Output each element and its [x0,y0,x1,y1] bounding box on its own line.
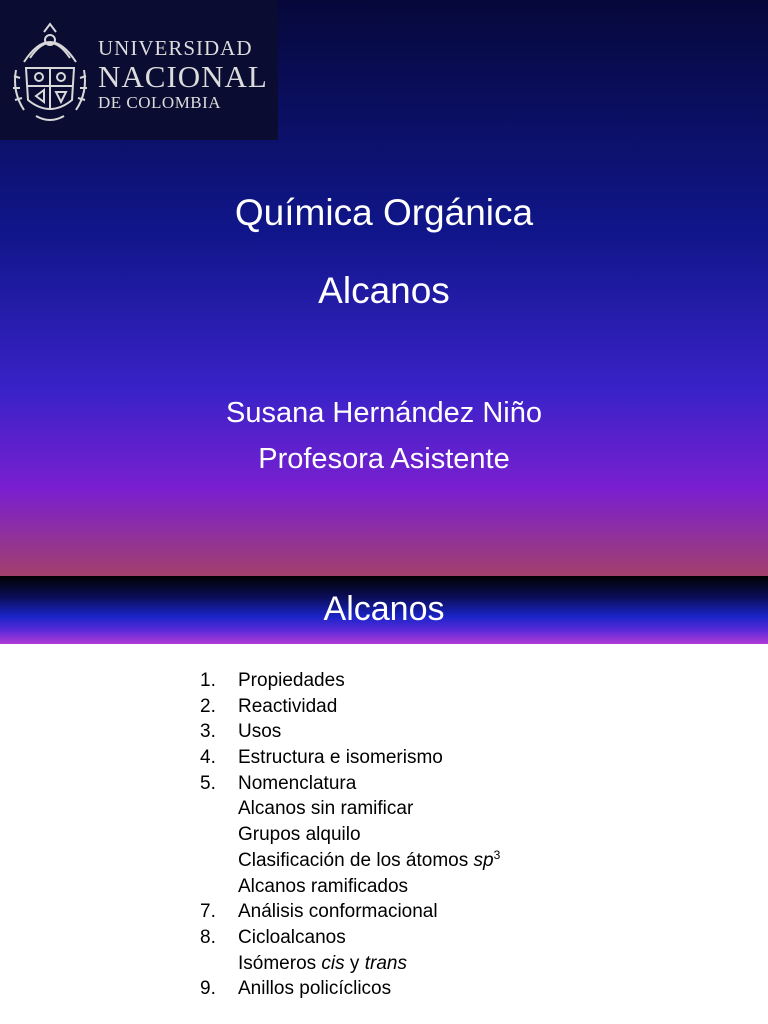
item-number: 5. [200,772,216,794]
item-text: Usos [238,721,282,743]
item-number: 9. [200,978,216,1000]
item-number: 4. [200,747,216,769]
list-item [200,848,500,874]
item-text: Clasificación de los átomos [238,849,474,871]
item-text: Estructura e isomerismo [238,747,443,769]
item-text: Nomenclatura [238,772,357,794]
logo-line-2: NACIONAL [98,59,268,94]
slide-header [0,576,768,644]
item-text: Reactividad [238,695,338,717]
list-item [200,668,500,694]
list-item [200,874,500,900]
item-text: Alcanos ramificados [238,875,409,897]
item-number: 1. [200,670,216,691]
item-number: 7. [200,901,216,923]
contents-list [200,668,500,1002]
list-item [200,694,500,720]
logo-line-1: UNIVERSIDAD [98,36,253,60]
list-item [200,745,500,771]
list-item [200,822,500,848]
list-item [200,925,500,951]
item-text: Cicloalcanos [238,926,346,948]
list-item [200,976,500,1002]
item-superscript: 3 [493,847,501,862]
course-title: Química Orgánica [234,192,534,233]
item-italic-2: trans [364,952,407,974]
logo-line-3: DE COLOMBIA [98,93,222,112]
author-name: Susana Hernández Niño [226,397,542,429]
list-item [200,796,500,822]
item-number: 8. [200,926,216,948]
item-text-mid: y [344,952,365,974]
item-text: Grupos alquilo [238,824,361,846]
author-role: Profesora Asistente [258,443,510,475]
university-seal-icon [10,18,90,126]
item-text: Anillos policíclicos [238,978,392,1000]
item-italic: cis [321,952,345,974]
university-logo [0,0,278,140]
item-italic: sp [473,849,494,871]
university-name [98,36,268,113]
contents-slide [0,576,768,1024]
item-text: Análisis conformacional [238,901,438,923]
list-item [200,771,500,797]
slide-title: Alcanos [323,590,445,628]
item-number: 2. [200,695,216,717]
list-item [200,719,500,745]
item-text: Isómeros [238,952,322,974]
topic-title: Alcanos [318,270,450,311]
item-text: Alcanos sin ramificar [238,798,414,820]
item-text: Propiedades [238,670,345,691]
item-number: 3. [200,721,216,743]
list-item [200,951,500,977]
list-item [200,899,500,925]
